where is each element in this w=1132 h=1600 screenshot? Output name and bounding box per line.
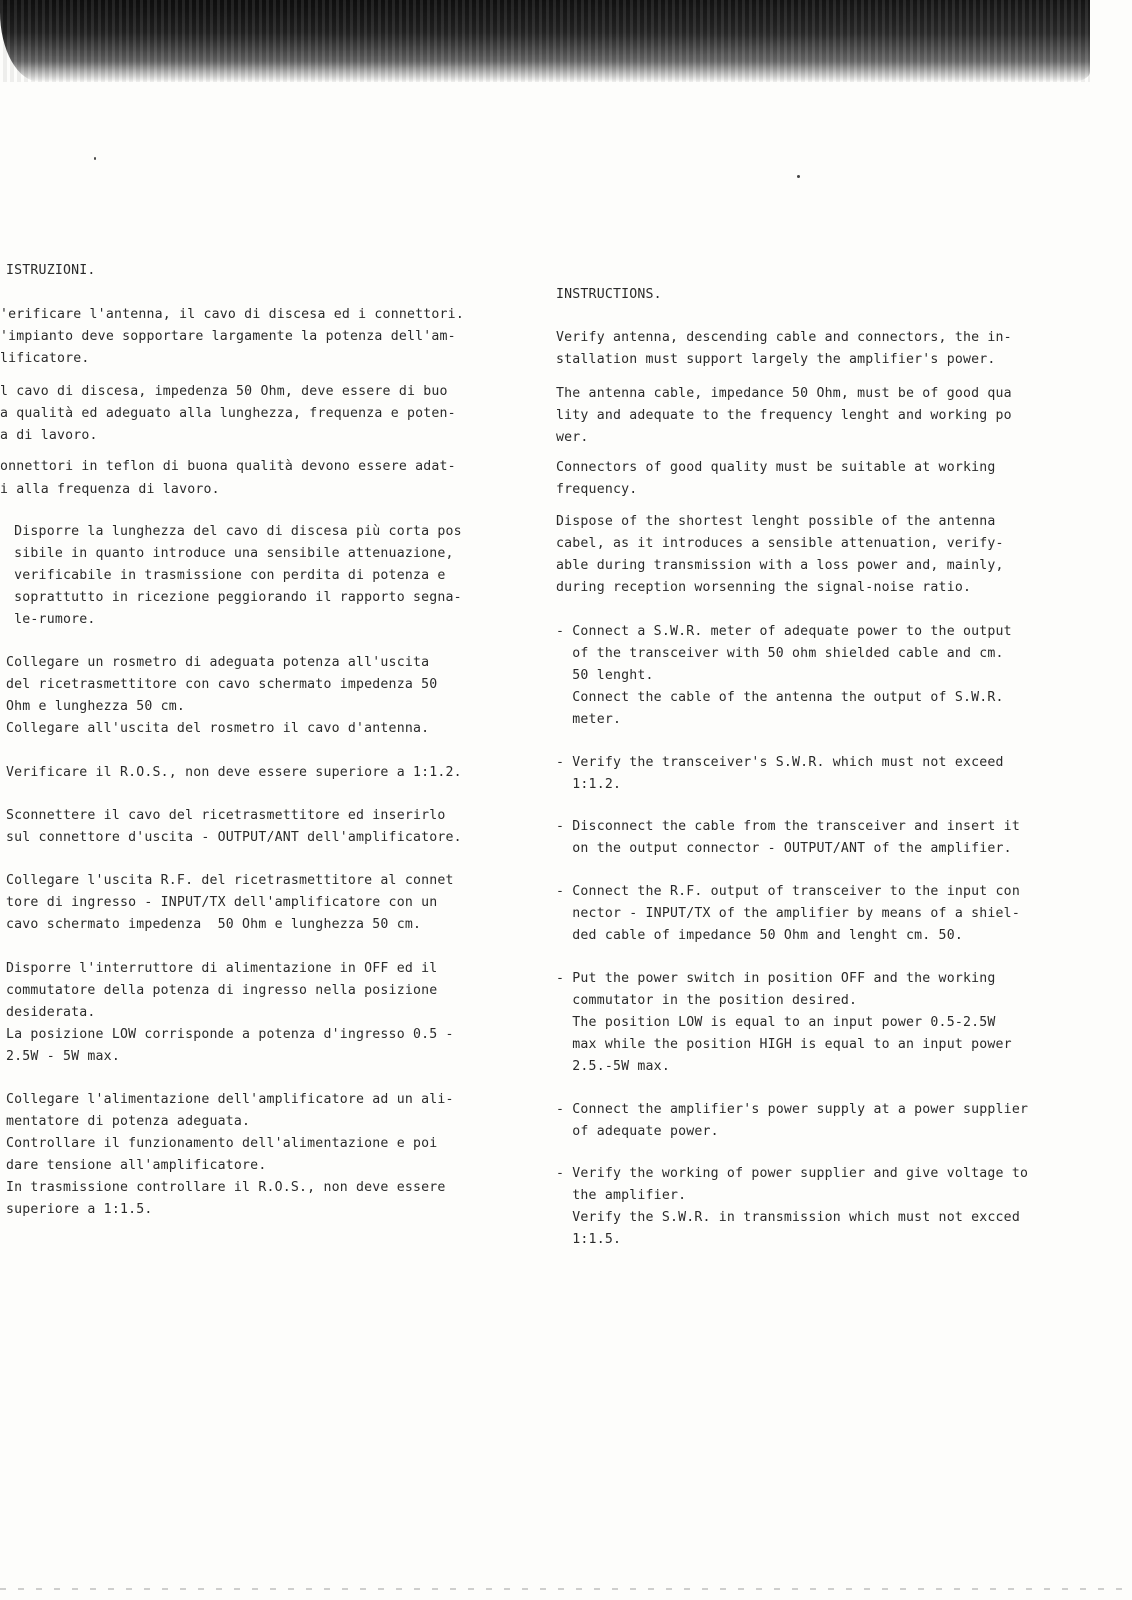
italian-line: dare tensione all'amplificatore.	[6, 1158, 267, 1173]
english-line: meter.	[556, 712, 622, 727]
italian-line: cavo schermato impedenza 50 Ohm e lunghezza 50 cm.	[6, 917, 422, 932]
italian-line: Disporre l'interruttore di alimentazione in OFF ed il	[6, 961, 438, 976]
english-line: The antenna cable, impedance 50 Ohm, must be of good qua	[556, 386, 1012, 401]
italian-line: tore di ingresso - INPUT/TX dell'amplificatore con un	[6, 895, 438, 910]
english-line: during reception worsenning the signal-noise ratio.	[556, 580, 972, 595]
english-line: - Verify the transceiver's S.W.R. which must not exceed	[556, 755, 1004, 770]
english-line: The position LOW is equal to an input power 0.5-2.5W	[556, 1015, 996, 1030]
italian-line: 'impianto deve sopportare largamente la potenza dell'am-	[0, 329, 456, 344]
english-line: Verify antenna, descending cable and connectors, the in-	[556, 330, 1012, 345]
scan-dark-border	[0, 0, 1090, 82]
english-line: 1:1.5.	[556, 1232, 622, 1247]
italian-line: 2.5W - 5W max.	[6, 1049, 120, 1064]
scan-speck	[797, 175, 800, 178]
italian-line: Verificare il R.O.S., non deve essere superiore a 1:1.2.	[6, 765, 462, 780]
english-line: - Connect the amplifier's power supply at a power supplier	[556, 1102, 1029, 1117]
italian-line: mentatore di potenza adeguata.	[6, 1114, 251, 1129]
italian-line: Sconnettere il cavo del ricetrasmettitore ed inserirlo	[6, 808, 446, 823]
english-line: - Verify the working of power supplier and give voltage to	[556, 1166, 1029, 1181]
english-line: frequency.	[556, 482, 638, 497]
english-line: - Put the power switch in position OFF and the working	[556, 971, 996, 986]
italian-line: sibile in quanto introduce una sensibile attenuazione,	[6, 546, 454, 561]
english-line: 2.5.-5W max.	[556, 1059, 670, 1074]
english-line: the amplifier.	[556, 1188, 687, 1203]
italian-line: desiderata.	[6, 1005, 96, 1020]
english-line: Verify the S.W.R. in transmission which must not excced	[556, 1210, 1020, 1225]
italian-line: soprattutto in ricezione peggiorando il rapporto segna-	[6, 590, 462, 605]
english-line: on the output connector - OUTPUT/ANT of the amplifier.	[556, 841, 1012, 856]
english-line: - Connect the R.F. output of transceiver to the input con	[556, 884, 1020, 899]
italian-line: In trasmissione controllare il R.O.S., non deve essere	[6, 1180, 446, 1195]
italian-line: Collegare l'uscita R.F. del ricetrasmettitore al connet	[6, 873, 454, 888]
scan-bottom-noise	[0, 1588, 1132, 1590]
english-line: 50 lenght.	[556, 668, 654, 683]
italian-line: i alla frequenza di lavoro.	[0, 482, 220, 497]
italian-line: Controllare il funzionamento dell'alimentazione e poi	[6, 1136, 438, 1151]
english-line: 1:1.2.	[556, 777, 622, 792]
english-line: able during transmission with a loss power and, mainly,	[556, 558, 1004, 573]
italian-heading: ISTRUZIONI.	[6, 263, 96, 278]
italian-line: Ohm e lunghezza 50 cm.	[6, 699, 186, 714]
english-line: of adequate power.	[556, 1124, 719, 1139]
italian-line: Collegare all'uscita del rosmetro il cavo d'antenna.	[6, 721, 430, 736]
english-line: stallation must support largely the amplifier's power.	[556, 352, 996, 367]
italian-line: l cavo di discesa, impedenza 50 Ohm, deve essere di buo	[0, 384, 448, 399]
english-line: nector - INPUT/TX of the amplifier by means of a shiel-	[556, 906, 1020, 921]
italian-line: a di lavoro.	[0, 428, 98, 443]
italian-line: onnettori in teflon di buona qualità devono essere adat-	[0, 459, 456, 474]
english-line: Dispose of the shortest lenght possible of the antenna	[556, 514, 996, 529]
english-line: max while the position HIGH is equal to an input power	[556, 1037, 1012, 1052]
english-line: Connectors of good quality must be suitable at working	[556, 460, 996, 475]
italian-line: sul connettore d'uscita - OUTPUT/ANT dell'amplificatore.	[6, 830, 462, 845]
italian-line: superiore a 1:1.5.	[6, 1202, 153, 1217]
italian-line: verificabile in trasmissione con perdita di potenza e	[6, 568, 446, 583]
english-line: wer.	[556, 430, 589, 445]
scan-speck	[94, 157, 96, 160]
english-line: Connect the cable of the antenna the output of S.W.R.	[556, 690, 1004, 705]
italian-line: commutatore della potenza di ingresso nella posizione	[6, 983, 438, 998]
italian-line: a qualità ed adeguato alla lunghezza, frequenza e poten-	[0, 406, 456, 421]
italian-line: lificatore.	[0, 351, 90, 366]
italian-line: 'erificare l'antenna, il cavo di discesa ed i connettori.	[0, 307, 464, 322]
english-line: - Disconnect the cable from the transceiver and insert it	[556, 819, 1020, 834]
english-line: ded cable of impedance 50 Ohm and lenght cm. 50.	[556, 928, 963, 943]
english-line: of the transceiver with 50 ohm shielded cable and cm.	[556, 646, 1004, 661]
english-line: cabel, as it introduces a sensible attenuation, verify-	[556, 536, 1004, 551]
italian-line: le-rumore.	[6, 612, 96, 627]
english-heading: INSTRUCTIONS.	[556, 287, 662, 302]
english-line: commutator in the position desired.	[556, 993, 858, 1008]
italian-line: Collegare l'alimentazione dell'amplificatore ad un ali-	[6, 1092, 454, 1107]
italian-line: Collegare un rosmetro di adeguata potenza all'uscita	[6, 655, 430, 670]
english-line: lity and adequate to the frequency lenght and working po	[556, 408, 1012, 423]
italian-line: del ricetrasmettitore con cavo schermato impedenza 50	[6, 677, 438, 692]
english-line: - Connect a S.W.R. meter of adequate power to the output	[556, 624, 1012, 639]
italian-line: La posizione LOW corrisponde a potenza d'ingresso 0.5 -	[6, 1027, 454, 1042]
italian-line: Disporre la lunghezza del cavo di discesa più corta pos	[6, 524, 462, 539]
